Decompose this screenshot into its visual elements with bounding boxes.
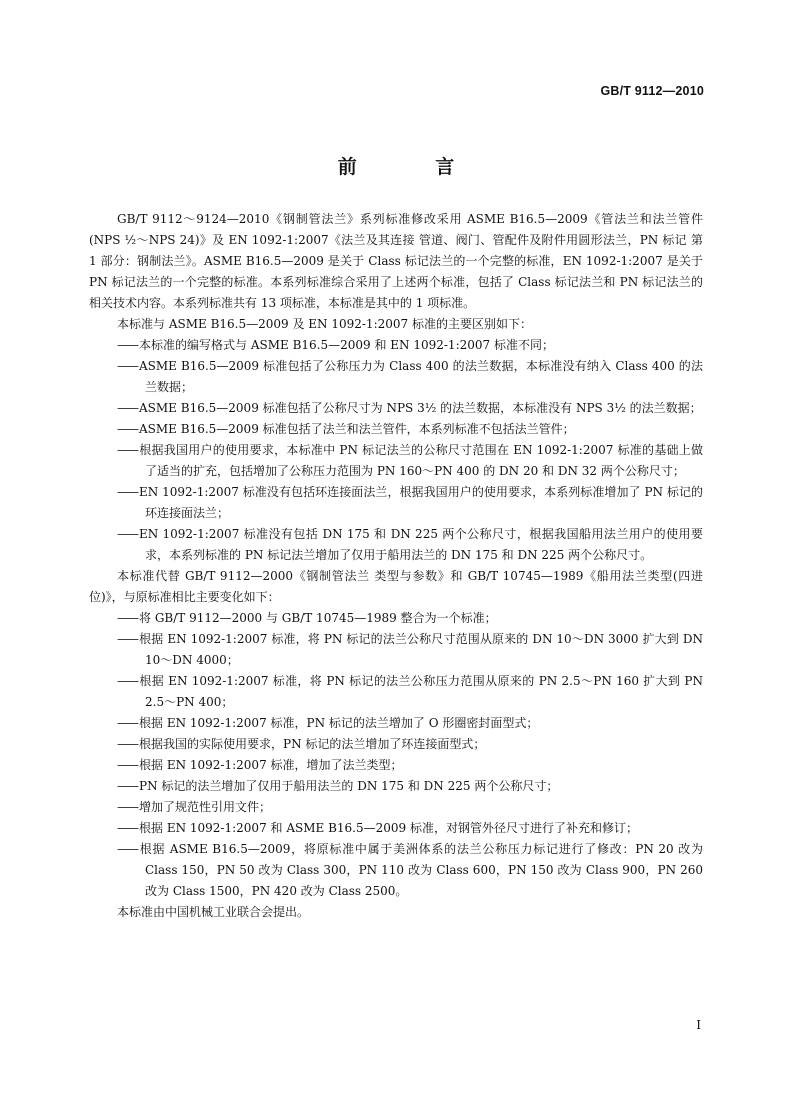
- document-body: [89, 209, 703, 923]
- page-number: I: [696, 1018, 701, 1032]
- change-item: —— 增加了规范性引用文件；: [89, 797, 703, 818]
- difference-item: —— 本标准的编写格式与 ASME B16.5—2009 和 EN 1092-1:2007 标准不同；: [89, 335, 703, 356]
- change-item: —— 根据 EN 1092-1:2007 标准，PN 标记的法兰增加了 O 形圈密封面型式；: [89, 713, 703, 734]
- difference-item: —— ASME B16.5—2009 标准包括了公称尺寸为 NPS 3½ 的法兰数据，本标准没有 NPS 3½ 的法兰数据；: [89, 398, 703, 419]
- difference-item: —— 根据我国用户的使用要求，本标准中 PN 标记法兰的公称尺寸范围在 EN 1092-1:2007 标准的基础上做了适当的扩充，包括增加了公称压力范围为 PN 160～PN 400 的 DN 20 和 DN 32 两个公称尺寸；: [89, 440, 703, 482]
- changes-intro: 本标准代替 GB/T 9112—2000《钢制管法兰 类型与参数》和 GB/T 10745—1989《船用法兰类型(四进位)》，与原标准相比主要变化如下：: [89, 569, 703, 604]
- change-item: —— 根据 EN 1092-1:2007 和 ASME B16.5—2009 标准，对钢管外径尺寸进行了补充和修订；: [89, 818, 703, 839]
- difference-item: —— EN 1092-1:2007 标准没有包括环连接面法兰，根据我国用户的使用要求，本系列标准增加了 PN 标记的环连接面法兰；: [89, 482, 703, 524]
- change-item: —— 根据 EN 1092-1:2007 标准，将 PN 标记的法兰公称压力范围从原来的 PN 2.5～PN 160 扩大到 PN 2.5～PN 400；: [89, 671, 703, 713]
- page-title: 前 言: [337, 156, 491, 178]
- difference-item: —— ASME B16.5—2009 标准包括了公称压力为 Class 400 的法兰数据，本标准没有纳入 Class 400 的法兰数据；: [89, 356, 703, 398]
- closing-statement: 本标准由中国机械工业联合会提出。: [117, 905, 310, 919]
- change-item: —— 根据 EN 1092-1:2007 标准，将 PN 标记的法兰公称尺寸范围从原来的 DN 10～DN 3000 扩大到 DN 10～DN 4000；: [89, 629, 703, 671]
- differences-intro: 本标准与 ASME B16.5—2009 及 EN 1092-1:2007 标准的主要区别如下：: [117, 317, 532, 331]
- difference-item: —— EN 1092-1:2007 标准没有包括 DN 175 和 DN 225 两个公称尺寸，根据我国船用法兰用户的使用要求，本系列标准的 PN 标记法兰增加了仅用于船用法兰的 DN 175 和 DN 225 两个公称尺寸。: [89, 524, 703, 566]
- intro-paragraph: GB/T 9112～9124—2010《钢制管法兰》系列标准修改采用 ASME B16.5—2009《管法兰和法兰管件(NPS ½～NPS 24)》及 EN 1092-1:2007《法兰及其连接 管道、阀门、管配件及附件用圆形法兰，PN 标记 第 1 部分：钢制法兰》。ASME B16.5—2009 是关于 Class 标记法兰的一个完整的标准，EN 1092-1:2007 是关于 PN 标记法兰的一个完整的标准。本系列标准综合采用了上述两个标准，包括了 Class 标记法兰和 PN 标记法兰的相关技术内容。本系列标准共有 13 项标准，本标准是其中的 1 项标准。: [89, 212, 703, 310]
- change-item: —— 根据 ASME B16.5—2009，将原标准中属于美洲体系的法兰公称压力标记进行了修改：PN 20 改为 Class 150，PN 50 改为 Class 300，PN 110 改为 Class 600，PN 150 改为 Class 900，PN 260 改为 Class 1500，PN 420 改为 Class 2500。: [89, 839, 703, 902]
- change-item: —— 根据我国的实际使用要求，PN 标记的法兰增加了环连接面型式；: [89, 734, 703, 755]
- change-item: —— 将 GB/T 9112—2000 与 GB/T 10745—1989 整合为一个标准；: [89, 608, 703, 629]
- change-item: —— PN 标记的法兰增加了仅用于船用法兰的 DN 175 和 DN 225 两个公称尺寸；: [89, 776, 703, 797]
- difference-item: —— ASME B16.5—2009 标准包括了法兰和法兰管件，本系列标准不包括法兰管件；: [89, 419, 703, 440]
- standard-code: GB/T 9112—2010: [600, 84, 704, 98]
- change-item: —— 根据 EN 1092-1:2007 标准，增加了法兰类型；: [89, 755, 703, 776]
